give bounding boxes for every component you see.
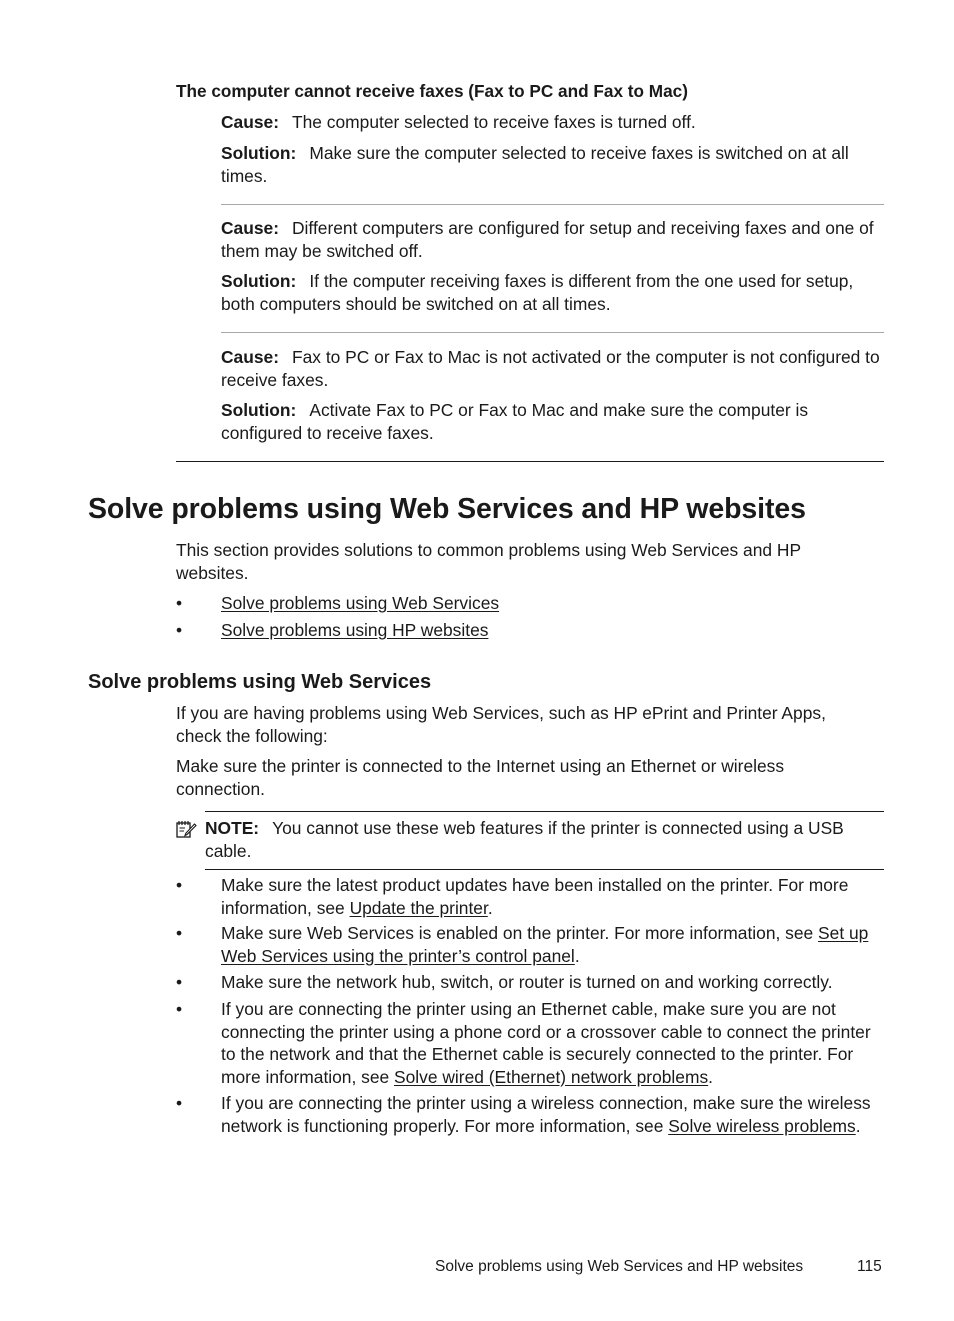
section-intro: This section provides solutions to common problems using Web Services and HP websites. (176, 540, 801, 583)
note-top-rule (205, 811, 884, 812)
solution-text: Activate Fax to PC or Fax to Mac and make sure the computer is configured to receive faxes. (221, 400, 809, 443)
block-divider (221, 204, 884, 205)
bullet-dot-icon: • (176, 593, 183, 613)
cause-label: Cause: (221, 112, 279, 132)
connection-paragraph: Make sure the printer is connected to the Internet using an Ethernet or wireless connection. (176, 756, 785, 799)
fax-problem-heading: The computer cannot receive faxes (Fax to PC and Fax to Mac) (176, 81, 688, 101)
cause-text: Different computers are configured for setup and receiving faxes and one of them may be switched off. (221, 218, 874, 261)
list-item-text: If you are connecting the printer using an Ethernet cable, make sure you are not connecting the printer using a phone cord or a crossover cable to connect the printer to the network and that the Ethernet cable is securely connected to the printer. For more information, see (221, 999, 871, 1087)
note-content (205, 817, 886, 862)
cause-2 (221, 217, 886, 262)
solution-label: Solution: (221, 143, 297, 163)
bullet-dot-icon: • (176, 875, 183, 895)
solution-2 (221, 270, 886, 315)
list-item-text: If you are connecting the printer using a wireless connection, make sure the wireless network is functioning properly. For more information, see (221, 1093, 871, 1136)
list-item-suffix: . (487, 897, 493, 918)
note-text: You cannot use these web features if the printer is connected using a USB cable. (205, 818, 844, 861)
bullet-dot-icon: • (176, 923, 183, 943)
cause-label: Cause: (221, 218, 279, 238)
solution-text: Make sure the computer selected to receive faxes is switched on at all times. (221, 143, 849, 186)
note-label: NOTE: (205, 818, 260, 838)
list-item (221, 922, 886, 967)
link-wireless-problems[interactable]: Solve wireless problems (668, 1115, 856, 1136)
note-bottom-rule (205, 869, 884, 870)
cause-3 (221, 346, 886, 391)
bullet-dot-icon: • (176, 620, 183, 640)
bullet-dot-icon: • (176, 1093, 183, 1113)
section-title: Solve problems using Web Services and HP websites (88, 493, 806, 525)
bullet-dot-icon: • (176, 999, 183, 1019)
list-item (221, 971, 886, 994)
list-item-suffix: . (574, 945, 580, 966)
cause-text: The computer selected to receive faxes is turned off. (292, 112, 696, 132)
solution-1 (221, 142, 886, 187)
link-update-printer[interactable]: Update the printer (349, 897, 488, 918)
page-number: 115 (857, 1258, 882, 1275)
list-item (221, 1092, 886, 1137)
cause-label: Cause: (221, 347, 279, 367)
list-item-suffix: . (855, 1115, 861, 1136)
list-item (221, 998, 886, 1088)
block-divider (221, 332, 884, 333)
intro-paragraph: If you are having problems using Web Services, such as HP ePrint and Printer Apps, check the following: (176, 703, 826, 746)
link-web-services[interactable]: Solve problems using Web Services (221, 593, 500, 613)
solution-label: Solution: (221, 271, 297, 291)
list-item-text: Make sure Web Services is enabled on the printer. For more information, see (221, 923, 819, 943)
solution-text: If the computer receiving faxes is different from the one used for setup, both computers should be switched on at all times. (221, 271, 854, 314)
cause-text: Fax to PC or Fax to Mac is not activated or the computer is not configured to receive faxes. (221, 347, 880, 390)
link-setup-web-services[interactable]: Set up Web Services using the printer’s control panel (221, 923, 869, 966)
cause-1 (221, 111, 886, 134)
link-wired-network[interactable]: Solve wired (Ethernet) network problems (394, 1066, 709, 1087)
subsection-title: Solve problems using Web Services (88, 671, 432, 693)
note-pencil-icon (175, 819, 197, 841)
list-item-text: Make sure the network hub, switch, or router is turned on and working correctly. (221, 972, 833, 992)
list-item-suffix: . (708, 1066, 713, 1087)
link-hp-websites[interactable]: Solve problems using HP websites (221, 620, 489, 640)
solution-3 (221, 399, 886, 444)
footer-section-title: Solve problems using Web Services and HP websites (435, 1258, 804, 1275)
solution-label: Solution: (221, 400, 297, 420)
bullet-dot-icon: • (176, 972, 183, 992)
list-item-text: Make sure the latest product updates have been installed on the printer. For more information, see (221, 875, 849, 918)
list-item (221, 874, 886, 919)
section-divider (176, 461, 884, 462)
